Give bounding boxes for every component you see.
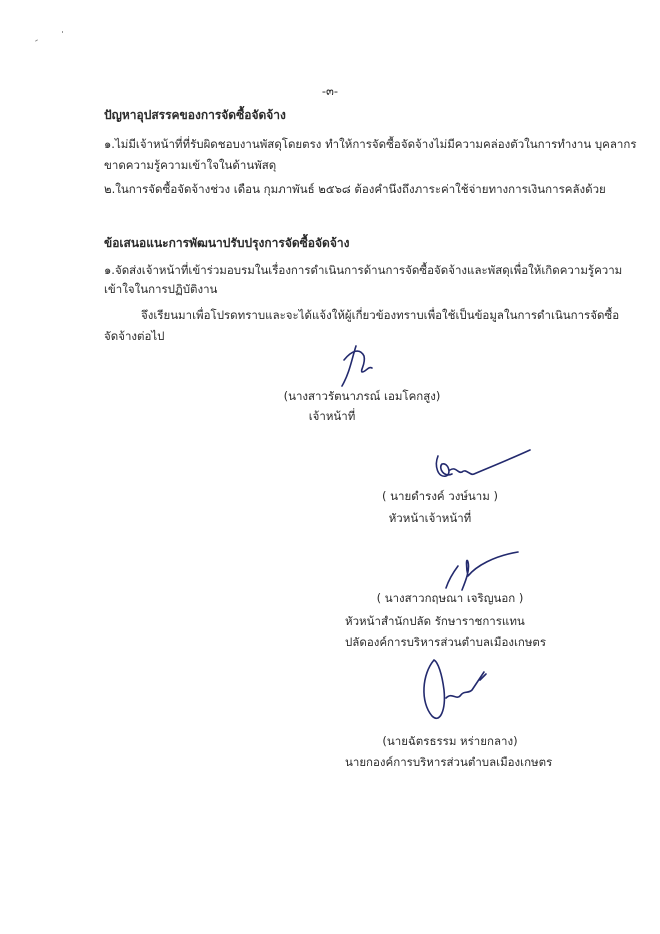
closing-line-1: จึงเรียนมาเพื่อโปรดทราบและจะได้แจ้งให้ผู้เกี่ยวข้องทราบเพื่อใช้เป็นข้อมูลในการดำเนินการจัดซื้อ — [141, 308, 620, 322]
page-number: -๓- — [321, 84, 339, 98]
suggestion-item-1-line-1: ๑.จัดส่งเจ้าหน้าที่เข้าร่วมอบรมในเรื่องการดำเนินการด้านการจัดซื้อจัดจ้างและพัสดุเพื่อให้เกิดความรู้ความ — [104, 263, 623, 277]
problem-item-2: ๒.ในการจัดซื้อจัดจ้างช่วง เดือน กุมภาพันธ์ ๒๕๖๘ ต้องคำนึงถึงภาระค่าใช้จ่ายทางการเงินการคลังด้วย — [104, 182, 606, 196]
signatory-1-name: (นางสาวรัตนาภรณ์ เอมโคกสูง) — [283, 389, 441, 403]
signatory-1-position: เจ้าหน้าที่ — [308, 409, 356, 423]
problems-heading: ปัญหาอุปสรรคของการจัดซื้อจัดจ้าง — [104, 108, 286, 122]
signatory-2-position: หัวหน้าเจ้าหน้าที่ — [388, 511, 472, 525]
signatory-4-name: (นายฉัตรธรรม หร่ายกลาง) — [382, 734, 518, 748]
suggestions-heading: ข้อเสนอแนะการพัฒนาปรับปรุงการจัดซื้อจัดจ้าง — [104, 236, 350, 250]
signatory-3-position-line-1: หัวหน้าสำนักปลัด รักษาราชการแทน — [345, 614, 525, 628]
closing-line-2: จัดจ้างต่อไป — [104, 329, 165, 343]
problem-item-1-line-1: ๑.ไม่มีเจ้าหน้าที่ที่รับผิดชอบงานพัสดุโดยตรง ทำให้การจัดซื้อจัดจ้างไม่มีความคล่องตัวในการทำงาน บุคลากร — [104, 137, 637, 151]
signatory-4-position: นายกองค์การบริหารส่วนตำบลเมืองเกษตร — [345, 755, 553, 769]
signature-4 — [418, 650, 498, 730]
signatory-3-position-line-2: ปลัดองค์การบริหารส่วนตำบลเมืองเกษตร — [345, 635, 547, 649]
problem-item-1-line-2: ขาดความรู้ความเข้าใจในด้านพัสดุ — [104, 158, 277, 172]
signature-1 — [330, 342, 390, 392]
scan-speck — [62, 31, 63, 33]
signature-2 — [430, 448, 540, 488]
signatory-3-name: ( นางสาวกฤษณา เจริญนอก ) — [376, 591, 524, 605]
scan-speck — [35, 39, 38, 41]
suggestion-item-1-line-2: เข้าใจในการปฏิบัติงาน — [104, 282, 218, 296]
signatory-2-name: ( นายดำรงค์ วงษ์นาม ) — [382, 489, 498, 503]
